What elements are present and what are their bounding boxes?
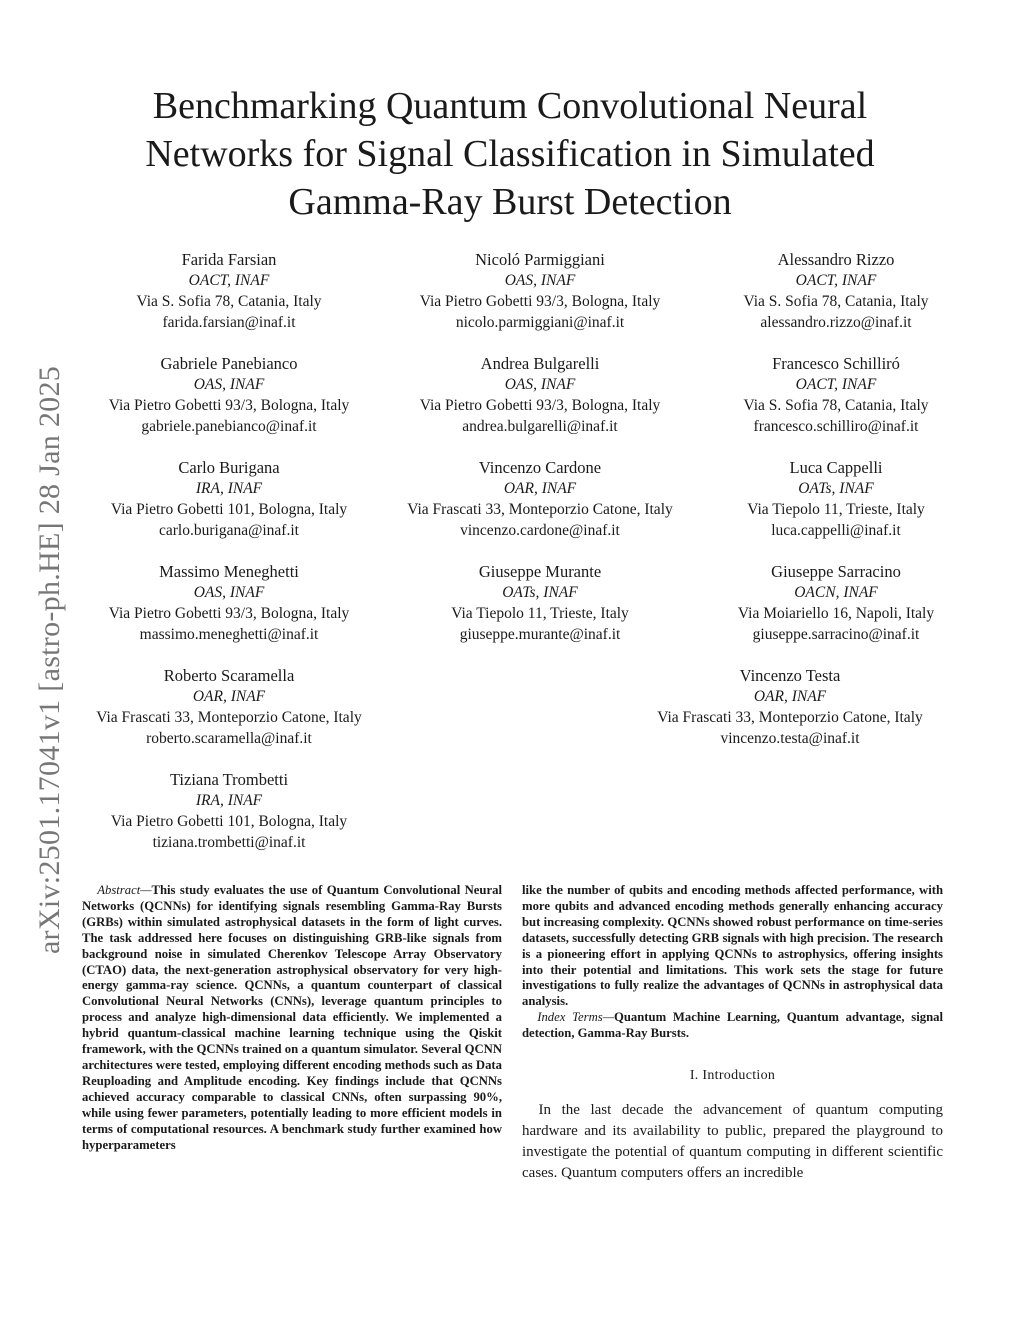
author-affiliation: OAR, INAF (192, 688, 266, 705)
paper-title: Benchmarking Quantum Convolutional Neural Networks for Signal Classification in Simulated Gamma-Ray Burst Detection (145, 85, 875, 223)
author-email[interactable]: roberto.scaramella@inaf.it (146, 730, 312, 747)
author-affiliation: IRA, INAF (195, 480, 263, 497)
author-address: Via S. Sofia 78, Catania, Italy (743, 293, 929, 310)
author-affiliation: OAS, INAF (193, 584, 265, 601)
author-email[interactable]: tiziana.trombetti@inaf.it (152, 834, 306, 851)
author-block (59, 457, 399, 541)
author-email[interactable]: giuseppe.sarracino@inaf.it (752, 626, 920, 643)
author-name: Francesco Schilliró (772, 354, 900, 373)
author-address: Via Frascati 33, Monteporzio Catone, Italy (407, 501, 673, 518)
author-name: Alessandro Rizzo (777, 250, 895, 269)
author-address: Via Pietro Gobetti 93/3, Bologna, Italy (419, 293, 661, 310)
author-address: Via Frascati 33, Monteporzio Catone, Italy (657, 709, 923, 726)
author-affiliation: OACT, INAF (795, 272, 877, 289)
author-email[interactable]: alessandro.rizzo@inaf.it (760, 314, 912, 331)
author-name: Luca Cappelli (789, 458, 883, 477)
author-email[interactable]: vincenzo.cardone@inaf.it (460, 522, 620, 539)
index-terms-text: Quantum Machine Learning, Quantum advantage, signal detection, Gamma-Ray Bursts. (522, 1010, 943, 1041)
author-name: Tiziana Trombetti (169, 770, 289, 789)
author-affiliation: OACN, INAF (794, 584, 878, 601)
author-affiliation: OATs, INAF (502, 584, 578, 601)
author-address: Via Pietro Gobetti 101, Bologna, Italy (110, 813, 348, 830)
author-name: Vincenzo Cardone (478, 458, 602, 477)
abstract-continuation: like the number of qubits and encoding methods affected performance, with more qubits and advanced encoding methods generally enhancing accuracy but increasing complexity. QCNNs showed robust performance on time-series datasets, successfully detecting GRB signals with high precision. The research is a pioneering effort in applying QCNNs to astrophysics, offering insights into their potential and limitations. This work sets the stage for future investigations to fully realize the advantages of QCNNs in astrophysical data analysis. (522, 883, 943, 1009)
author-affiliation: OAS, INAF (504, 272, 576, 289)
author-email[interactable]: francesco.schilliro@inaf.it (753, 418, 919, 435)
author-block (666, 249, 1006, 333)
author-address: Via Pietro Gobetti 93/3, Bologna, Italy (108, 605, 350, 622)
author-address: Via S. Sofia 78, Catania, Italy (136, 293, 322, 310)
author-block (370, 353, 710, 437)
author-email[interactable]: giuseppe.murante@inaf.it (459, 626, 621, 643)
author-block (370, 249, 710, 333)
author-block (59, 769, 399, 853)
author-affiliation: OACT, INAF (795, 376, 877, 393)
abstract-text: This study evaluates the use of Quantum Convolutional Neural Networks (QCNNs) for identifying signals resembling Gamma-Ray Bursts (GRBs) within simulated astrophysical datasets in the form of light curves. The task addressed here focuses on distinguishing GRB-like signals from background noise in simulated Cherenkov Telescope Array Observatory (CTAO) data, the next-generation astrophysical observatory for very high-energy gamma-ray science. QCNNs, a quantum counterpart of classical Convolutional Neural Networks (CNNs), leverage quantum principles to process and analyze high-dimensional data efficiently. We implemented a hybrid quantum-classical machine learning technique using the Qiskit framework, with the QCNNs trained on a quantum simulator. Several QCNN architectures were tested, employing different encoding methods such as Data Reuploading and Amplitude encoding. Key findings include that QCNNs achieved accuracy comparable to classical CNNs, often surpassing 90%, while using fewer parameters, potentially leading to more efficient models in terms of computational resources. A benchmark study further examined how hyperparameters (82, 883, 502, 1152)
author-name: Giuseppe Sarracino (771, 562, 901, 581)
author-name: Nicoló Parmiggiani (475, 250, 605, 269)
author-email[interactable]: nicolo.parmiggiani@inaf.it (455, 314, 625, 331)
author-address: Via Pietro Gobetti 93/3, Bologna, Italy (419, 397, 661, 414)
abstract-label: Abstract— (97, 883, 152, 897)
author-block (59, 561, 399, 645)
author-email[interactable]: massimo.meneghetti@inaf.it (139, 626, 319, 643)
author-block (666, 353, 1006, 437)
author-email[interactable]: gabriele.panebianco@inaf.it (141, 418, 317, 435)
author-name: Farida Farsian (181, 250, 277, 269)
abstract-paragraph (82, 883, 502, 1153)
author-affiliation: OACT, INAF (188, 272, 270, 289)
author-block (666, 457, 1006, 541)
author-block (666, 561, 1006, 645)
author-name: Roberto Scaramella (163, 666, 295, 685)
index-terms-label: Index Terms— (537, 1010, 614, 1025)
author-address: Via S. Sofia 78, Catania, Italy (743, 397, 929, 414)
author-address: Via Pietro Gobetti 93/3, Bologna, Italy (108, 397, 350, 414)
author-email[interactable]: carlo.burigana@inaf.it (159, 522, 299, 539)
author-block (620, 665, 960, 749)
abstract-left-column (82, 883, 502, 1153)
author-address: Via Tiepolo 11, Trieste, Italy (747, 501, 925, 518)
author-email[interactable]: vincenzo.testa@inaf.it (720, 730, 860, 747)
author-affiliation: OAS, INAF (504, 376, 576, 393)
author-block (370, 561, 710, 645)
author-block (59, 249, 399, 333)
author-affiliation: OATs, INAF (798, 480, 874, 497)
author-address: Via Pietro Gobetti 101, Bologna, Italy (110, 501, 348, 518)
arxiv-identifier: arXiv:2501.17041v1 [astro-ph.HE] 28 Jan 2025 (33, 365, 66, 955)
author-name: Vincenzo Testa (739, 666, 841, 685)
index-terms (522, 1010, 943, 1042)
author-affiliation: OAR, INAF (503, 480, 577, 497)
author-affiliation: IRA, INAF (195, 792, 263, 809)
author-name: Andrea Bulgarelli (480, 354, 600, 373)
author-address: Via Frascati 33, Monteporzio Catone, Italy (96, 709, 362, 726)
author-name: Giuseppe Murante (478, 562, 602, 581)
right-column (522, 883, 943, 1184)
author-name: Gabriele Panebianco (160, 354, 298, 373)
author-name: Massimo Meneghetti (159, 562, 299, 581)
author-address: Via Tiepolo 11, Trieste, Italy (451, 605, 629, 622)
author-block (59, 353, 399, 437)
introduction-paragraph: In the last decade the advancement of quantum computing hardware and its availability to public, prepared the playground to investigate the potential of quantum computing in different scientific cases. Quantum computers offers an incredible (522, 1101, 943, 1181)
author-block (370, 457, 710, 541)
author-address: Via Moiariello 16, Napoli, Italy (737, 605, 935, 622)
author-name: Carlo Burigana (178, 458, 280, 477)
author-email[interactable]: farida.farsian@inaf.it (162, 314, 296, 331)
author-email[interactable]: luca.cappelli@inaf.it (771, 522, 901, 539)
author-affiliation: OAS, INAF (193, 376, 265, 393)
author-email[interactable]: andrea.bulgarelli@inaf.it (462, 418, 618, 435)
author-block (59, 665, 399, 749)
author-affiliation: OAR, INAF (753, 688, 827, 705)
section-heading: I. Introduction (689, 1068, 776, 1084)
